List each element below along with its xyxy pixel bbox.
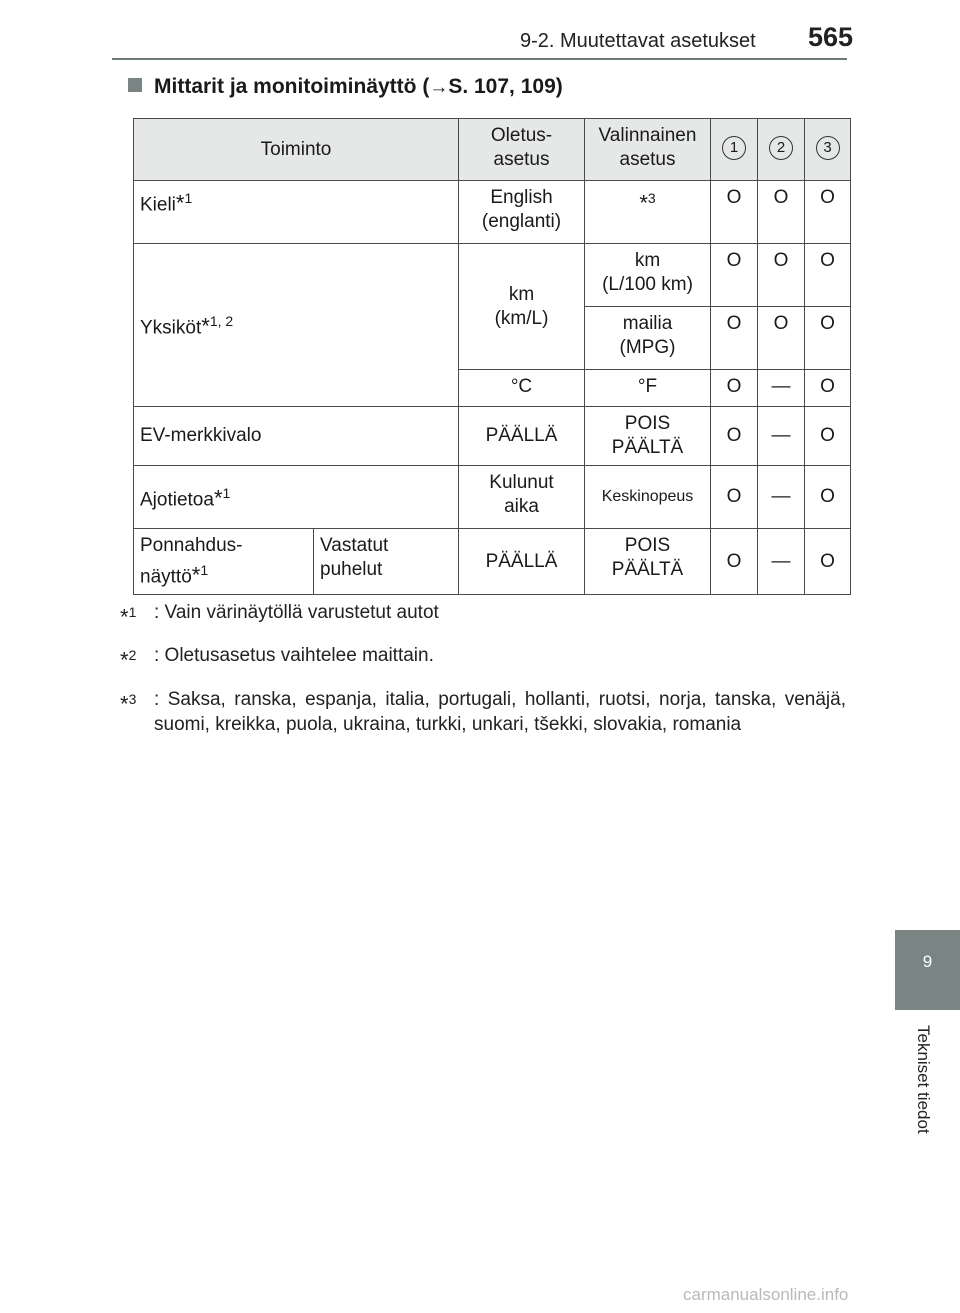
cell-c1: O	[711, 407, 758, 466]
cell-function: Ponnahdus- näyttö*$^1$	[134, 529, 314, 595]
cell-optional: mailia (MPG)	[585, 307, 711, 370]
cell-c1: O	[711, 529, 758, 595]
heading-page-ref[interactable]: S. 107, 109)	[448, 75, 563, 98]
cell-c2: —	[758, 529, 805, 595]
circled-3-icon: 3	[816, 136, 840, 160]
cell-default: km (km/L)	[459, 244, 585, 370]
cell-c3: O	[805, 244, 851, 307]
footnote-1: *$^1$ : Vain värinäytöllä varustetut autot	[120, 602, 439, 630]
cell-c2: —	[758, 466, 805, 529]
cell-c3: O	[805, 529, 851, 595]
page-number: 565	[808, 22, 854, 52]
cell-c2: O	[758, 244, 805, 307]
header-default: Oletus- asetus	[459, 119, 585, 181]
chapter-number: 9	[922, 952, 933, 971]
cell-sub-function: Vastatut puhelut	[314, 529, 459, 595]
cell-optional: POIS PÄÄLTÄ	[585, 529, 711, 595]
cell-default: °C	[459, 370, 585, 407]
table-row	[134, 529, 851, 595]
square-bullet-icon	[128, 78, 142, 92]
settings-table	[133, 118, 851, 595]
table-row	[134, 407, 851, 466]
cell-c2: —	[758, 370, 805, 407]
table-row	[134, 244, 851, 307]
header-col-3	[805, 119, 851, 181]
heading-title: Mittarit ja monitoiminäyttö (	[154, 75, 430, 98]
cell-c1: O	[711, 370, 758, 407]
cell-optional: °F	[585, 370, 711, 407]
cell-c3: O	[805, 307, 851, 370]
circled-1-icon: 1	[722, 136, 746, 160]
cell-function: Kieli*$^1$	[134, 181, 459, 244]
cell-function: Ajotietoa*$^1$	[134, 466, 459, 529]
cell-c1: O	[711, 307, 758, 370]
cell-c1: O	[711, 244, 758, 307]
cell-c1: O	[711, 466, 758, 529]
cell-function: EV-merkkivalo	[134, 407, 459, 466]
table-row	[134, 466, 851, 529]
cell-function: Yksiköt*$^{1, 2}$	[134, 244, 459, 407]
cell-optional: *$^3$	[585, 181, 711, 244]
cell-c3: O	[805, 407, 851, 466]
cell-default: PÄÄLLÄ	[459, 407, 585, 466]
footnote-3: *$^3$ : Saksa, ranska, espanja, italia, portugali, hollanti, ruotsi, norja, tanska, venäjä, suomi, kreikka, puola, ukraina, turkki, unkari, tšekki, slovakia, romania	[120, 688, 846, 735]
header-col-2	[758, 119, 805, 181]
cell-c3: O	[805, 181, 851, 244]
cell-c2: O	[758, 307, 805, 370]
cell-c3: O	[805, 466, 851, 529]
cell-optional: Keskinopeus	[585, 466, 711, 529]
cell-c2: O	[758, 181, 805, 244]
cell-default: Kulunut aika	[459, 466, 585, 529]
table-header-row	[134, 119, 851, 181]
header-optional: Valinnainen asetus	[585, 119, 711, 181]
cell-default: PÄÄLLÄ	[459, 529, 585, 595]
circled-2-icon: 2	[769, 136, 793, 160]
chapter-title: Tekniset tiedot	[914, 1025, 933, 1134]
section-heading	[128, 75, 563, 99]
header-divider	[112, 58, 847, 60]
footnote-2: *$^2$ : Oletusasetus vaihtelee maittain.	[120, 645, 434, 673]
footnotes	[120, 600, 846, 749]
cell-c3: O	[805, 370, 851, 407]
cell-optional: km (L/100 km)	[585, 244, 711, 307]
cell-optional: POIS PÄÄLTÄ	[585, 407, 711, 466]
header-col-1	[711, 119, 758, 181]
watermark: carmanualsonline.info	[683, 1285, 849, 1304]
header-section-title: 9-2. Muutettavat asetukset	[520, 30, 756, 52]
cell-default: English (englanti)	[459, 181, 585, 244]
cell-c1: O	[711, 181, 758, 244]
table-row	[134, 181, 851, 244]
cell-c2: —	[758, 407, 805, 466]
arrow-right-icon: →	[429, 77, 449, 98]
chapter-tab	[895, 930, 960, 1010]
header-function: Toiminto	[134, 119, 459, 181]
